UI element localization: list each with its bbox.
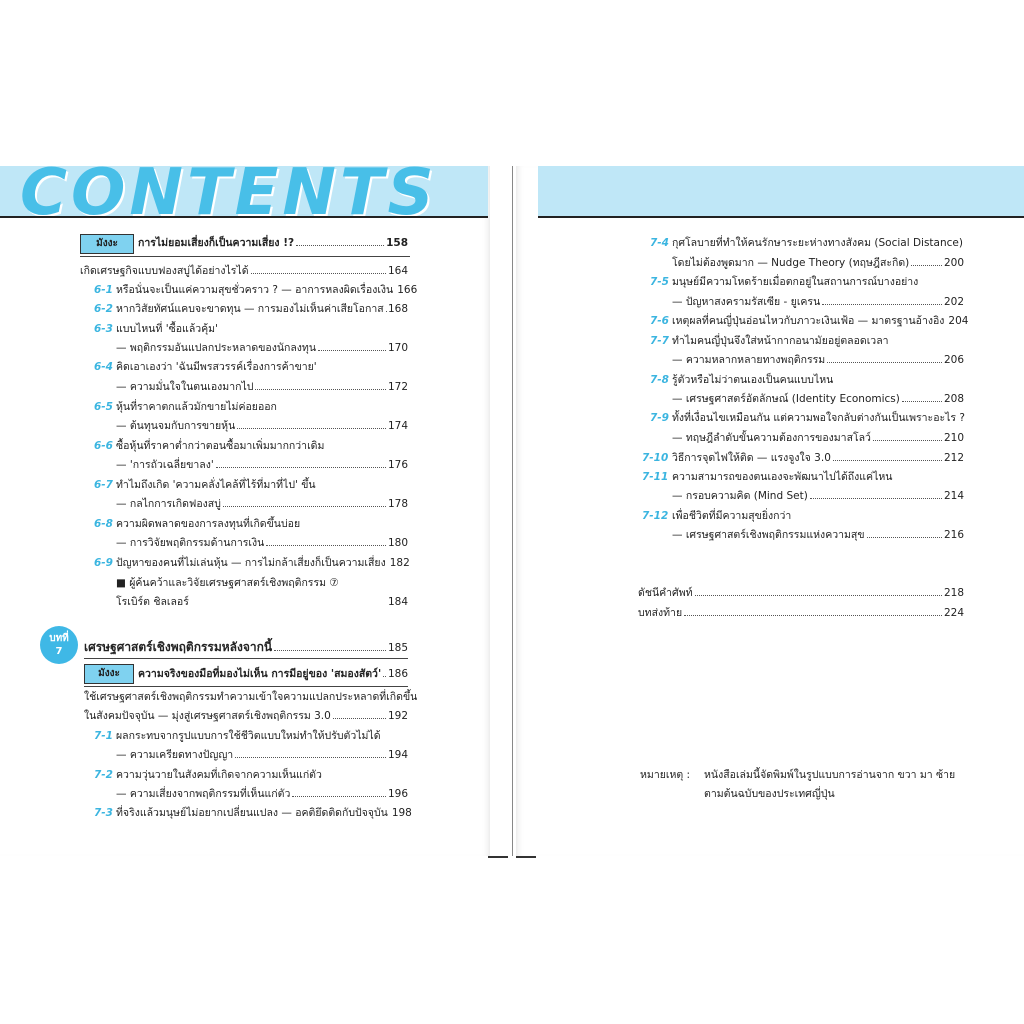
toc-entry-7-9[interactable] — [672, 431, 964, 445]
toc-entry-epilogue[interactable] — [638, 606, 964, 620]
toc-entry-intro2[interactable] — [84, 709, 408, 723]
toc-entry-6-2[interactable] — [116, 302, 408, 316]
entry-subtext: — พฤติกรรมอันแปลกประหลาดของนักลงทุน — [116, 342, 317, 354]
entry-text: ทำไมถึงเกิด 'ความคลั่งไคล้ที่ไร้ที่มาที่ไป' ขึ้น — [116, 479, 316, 491]
leader-dots — [867, 536, 942, 538]
leader-dots — [292, 795, 386, 797]
entry-text: เหตุผลที่คนญี่ปุ่นอ่อนไหวกับภาวะเงินเฟ้อ — มาตรฐานอ้างอิง — [672, 315, 945, 327]
toc-entry-intro[interactable] — [80, 264, 408, 278]
page-number: 216 — [943, 529, 964, 541]
toc-entry-7-5[interactable] — [672, 295, 964, 309]
page-mark-right — [516, 856, 536, 858]
section-number: 7-3 — [94, 807, 113, 819]
entry-text: ที่จริงแล้วมนุษย์ไม่อยากเปลี่ยนแปลง — อคติยึดติดกับปัจจุบัน — [116, 807, 388, 819]
note-line-2: ตามต้นฉบับของประเทศญี่ปุ่น — [704, 788, 835, 800]
chapter-badge — [40, 626, 78, 664]
entry-text: ทั้งที่เงื่อนไขเหมือนกัน แต่ความพอใจกลับต่างกันเป็นเพราะอะไร ? — [672, 412, 965, 424]
toc-entry-7-10[interactable] — [672, 451, 964, 465]
chapter-badge-label: บทที่ — [49, 633, 69, 644]
page-number: 200 — [943, 257, 964, 269]
divider — [84, 658, 408, 659]
divider — [84, 686, 408, 687]
entry-text: หรือนั่นจะเป็นแค่ความสุขชั่วคราว ? — อาการหลงผิดเรื่องเงิน — [116, 284, 394, 296]
page-number: 184 — [387, 596, 408, 608]
entry-subtext: — ความเสี่ยงจากพฤติกรรมที่เห็นแก่ตัว — [116, 788, 291, 800]
intro2-line1: ใช้เศรษฐศาสตร์เชิงพฤติกรรมทำความเข้าใจความแปลกประหลาดที่เกิดขึ้น — [84, 691, 418, 703]
leader-dots — [684, 614, 942, 616]
entry-subtext: — กลไกการเกิดฟองสบู่ — [116, 498, 221, 510]
researcher-name: โรเบิร์ต ชิลเลอร์ — [116, 596, 189, 608]
note-line-1: หนังสือเล่มนี้จัดพิมพ์ในรูปแบบการอ่านจาก ขวา มา ซ้าย — [704, 769, 956, 781]
entry-text: ในสังคมปัจจุบัน — มุ่งสู่เศรษฐศาสตร์เชิงพฤติกรรม 3.0 — [84, 710, 331, 722]
toc-entry-6-4[interactable] — [116, 380, 408, 394]
entry-text: ความสามารถของตนเองจะพัฒนาไปได้ถึงแค่ไหน — [672, 471, 893, 483]
page-number: 158 — [386, 237, 408, 249]
toc-entry-7-11[interactable] — [672, 489, 964, 503]
section-number: 6-9 — [94, 557, 113, 569]
entry-text: ปัญหาของคนที่ไม่เล่นหุ้น — การไม่กล้าเสี่ยงก็เป็นความเสี่ยง — [116, 557, 386, 569]
entry-text: บทส่งท้าย — [638, 607, 683, 619]
toc-entry-7-8[interactable] — [672, 392, 964, 406]
section-number: 6-7 — [94, 479, 113, 491]
toc-entry-6-1[interactable] — [116, 283, 418, 297]
leader-dots — [911, 264, 942, 266]
page-number: 224 — [943, 607, 964, 619]
entry-subtext: — ปัญหาสงครามรัสเซีย - ยูเครน — [672, 296, 821, 308]
section-number: 7-10 — [642, 452, 669, 464]
page-number: 164 — [387, 265, 408, 277]
section-number: 6-4 — [94, 361, 113, 373]
book-spine — [512, 166, 513, 856]
page-mark-left — [488, 856, 508, 858]
chapter-title: เศรษฐศาสตร์เชิงพฤติกรรมหลังจากนี้ — [84, 640, 273, 654]
entry-subtext: — ต้นทุนจมกับการขายหุ้น — [116, 420, 236, 432]
entry-subtext: — 'การถัวเฉลี่ยขาลง' — [116, 459, 214, 471]
chapter-badge-number: 7 — [55, 646, 63, 657]
section-number: 7-8 — [650, 374, 669, 386]
page-number: 166 — [397, 284, 418, 296]
entry-subtext: — การวิจัยพฤติกรรมด้านการเงิน — [116, 537, 265, 549]
section-number: 7-9 — [650, 412, 669, 424]
entry-text: เกิดเศรษฐกิจแบบฟองสบู่ได้อย่างไรได้ — [80, 265, 249, 277]
leader-dots — [827, 361, 942, 363]
toc-entry-7-6[interactable] — [672, 314, 969, 328]
leader-dots — [216, 466, 386, 468]
leader-dots — [274, 649, 386, 651]
page-number: 194 — [387, 749, 408, 761]
entry-subtext: — เศรษฐศาสตร์อัตลักษณ์ (Identity Economics) — [672, 393, 900, 405]
page-number: 208 — [943, 393, 964, 405]
leader-dots — [902, 400, 942, 402]
page-number: 180 — [387, 537, 408, 549]
section-number: 7-12 — [642, 510, 669, 522]
entry-text: หากวิสัยทัศน์แคบจะขาดทุน — การมองไม่เห็นค่าเสียโอกาส — [116, 303, 384, 315]
entry-text: แบบไหนที่ 'ซื้อแล้วคุ้ม' — [116, 323, 218, 335]
leader-dots — [266, 544, 386, 546]
leader-dots — [383, 675, 386, 677]
page-number: 206 — [943, 354, 964, 366]
contents-title: CONTENTS — [20, 166, 438, 218]
header-band-right — [538, 166, 1024, 218]
leader-dots — [695, 594, 942, 596]
leader-dots — [333, 717, 386, 719]
entry-text: คิดเอาเองว่า 'ฉันมีพรสวรรค์เรื่องการค้าขาย' — [116, 361, 317, 373]
section-number: 6-3 — [94, 323, 113, 335]
leader-dots — [223, 505, 386, 507]
page-number: 182 — [389, 557, 410, 569]
entry-subtext: — เศรษฐศาสตร์เชิงพฤติกรรมแห่งความสุข — [672, 529, 865, 541]
section-number: 7-5 — [650, 276, 669, 288]
page-number: 214 — [943, 490, 964, 502]
leader-dots — [296, 244, 384, 246]
toc-entry-6-9[interactable] — [116, 556, 408, 570]
page-number: 168 — [387, 303, 408, 315]
leader-dots — [810, 497, 942, 499]
entry-subtext: — ความหลากหลายทางพฤติกรรม — [672, 354, 826, 366]
entry-text: มนุษย์มีความโหดร้ายเมื่อตกอยู่ในสถานการณ์บางอย่าง — [672, 276, 919, 288]
toc-entry-6-3[interactable] — [116, 341, 408, 355]
leader-dots — [255, 388, 386, 390]
page-number: 176 — [387, 459, 408, 471]
leader-dots — [237, 427, 386, 429]
page-number: 178 — [387, 498, 408, 510]
section-number: 6-5 — [94, 401, 113, 413]
entry-text: ดัชนีคำศัพท์ — [638, 587, 693, 599]
section-number: 7-2 — [94, 769, 113, 781]
section-number: 7-11 — [642, 471, 669, 483]
page-number: 210 — [943, 432, 964, 444]
page-number: 196 — [387, 788, 408, 800]
section-number: 6-8 — [94, 518, 113, 530]
spacer — [191, 604, 386, 605]
entry-text: วิธีการจุดไฟให้ติด — แรงจูงใจ 3.0 — [672, 452, 831, 464]
entry-text: กุศโลบายที่ทำให้คนรักษาระยะห่างทางสังคม (Social Distance) — [672, 237, 963, 249]
section-number: 7-1 — [94, 730, 113, 742]
entry-subtext: โดยไม่ต้องพูดมาก — Nudge Theory (ทฤษฎีสะกิด) — [672, 257, 910, 269]
toc-entry-7-4[interactable] — [672, 256, 964, 270]
entry-subtext: — กรอบความคิด (Mind Set) — [672, 490, 808, 502]
leader-dots — [833, 459, 942, 461]
section-number: 7-6 — [650, 315, 669, 327]
toc-entry-manga-2[interactable] — [138, 667, 408, 681]
entry-text: หุ้นที่ราคาตกแล้วมักขายไม่ค่อยออก — [116, 401, 277, 413]
page-number: 212 — [943, 452, 964, 464]
page-number: 202 — [943, 296, 964, 308]
toc-entry-7-2[interactable] — [116, 787, 408, 801]
page-number: 185 — [387, 642, 408, 654]
toc-entry-7-7[interactable] — [672, 353, 964, 367]
entry-text: ความวุ่นวายในสังคมที่เกิดจากความเห็นแก่ตัว — [116, 769, 322, 781]
manga-tag: มังงะ — [80, 234, 134, 254]
section-number: 7-4 — [650, 237, 669, 249]
page-number: 170 — [387, 342, 408, 354]
note-label: หมายเหตุ : — [640, 769, 691, 781]
toc-entry-researcher[interactable] — [116, 595, 408, 609]
toc-entry-7-12[interactable] — [672, 528, 964, 542]
leader-dots — [251, 272, 386, 274]
section-number: 6-1 — [94, 284, 113, 296]
page-number: 204 — [948, 315, 969, 327]
toc-entry-6-6[interactable] — [116, 458, 408, 472]
toc-entry-manga-1[interactable] — [138, 236, 408, 250]
leader-dots — [235, 756, 386, 758]
entry-text: ความผิดพลาดของการลงทุนที่เกิดขึ้นบ่อย — [116, 518, 301, 530]
toc-entry-7-1[interactable] — [116, 748, 408, 762]
section-number: 6-6 — [94, 440, 113, 452]
section-number: 7-7 — [650, 335, 669, 347]
toc-entry-index[interactable] — [638, 586, 964, 600]
page-number: 174 — [387, 420, 408, 432]
section-number: 6-2 — [94, 303, 113, 315]
leader-dots — [873, 439, 942, 441]
toc-entry-6-8[interactable] — [116, 536, 408, 550]
entry-subtext: — ความมั่นใจในตนเองมากไป — [116, 381, 254, 393]
page-number: 186 — [387, 668, 408, 680]
toc-chapter-7[interactable] — [84, 640, 408, 655]
page-number: 218 — [943, 587, 964, 599]
entry-subtext: — ความเครียดทางปัญญา — [116, 749, 234, 761]
page-number: 198 — [391, 807, 412, 819]
entry-text: รู้ตัวหรือไม่ว่าตนเองเป็นคนแบบไหน — [672, 374, 834, 386]
entry-text: ความจริงของมือที่มองไม่เห็น การมีอยู่ของ 'สมองสัตว์' — [138, 668, 382, 680]
leader-dots — [822, 303, 942, 305]
entry-text: การไม่ยอมเสี่ยงก็เป็นความเสี่ยง !? — [138, 237, 295, 249]
page-number: 172 — [387, 381, 408, 393]
toc-entry-7-3[interactable] — [116, 806, 412, 820]
toc-entry-6-5[interactable] — [116, 419, 408, 433]
page-number: 192 — [387, 710, 408, 722]
entry-text: ทำไมคนญี่ปุ่นจึงใส่หน้ากากอนามัยอยู่ตลอดเวลา — [672, 335, 889, 347]
toc-entry-6-7[interactable] — [116, 497, 408, 511]
entry-text: ซื้อหุ้นที่ราคาต่ำกว่าตอนซื้อมาเพิ่มมากกว่าเดิม — [116, 440, 325, 452]
entry-subtext: — ทฤษฎีลำดับขั้นความต้องการของมาสโลว์ — [672, 432, 871, 444]
leader-dots — [318, 349, 386, 351]
header-band-left — [0, 166, 488, 218]
divider — [80, 256, 410, 257]
manga-tag: มังงะ — [84, 664, 134, 684]
entry-text: ผลกระทบจากรูปแบบการใช้ชีวิตแบบใหม่ทำให้ปรับตัวไม่ได้ — [116, 730, 381, 742]
researcher-heading: ■ ผู้ค้นคว้าและวิจัยเศรษฐศาสตร์เชิงพฤติกรรม ⑦ — [116, 577, 339, 589]
entry-text: เพื่อชีวิตที่มีความสุขยิ่งกว่า — [672, 510, 792, 522]
